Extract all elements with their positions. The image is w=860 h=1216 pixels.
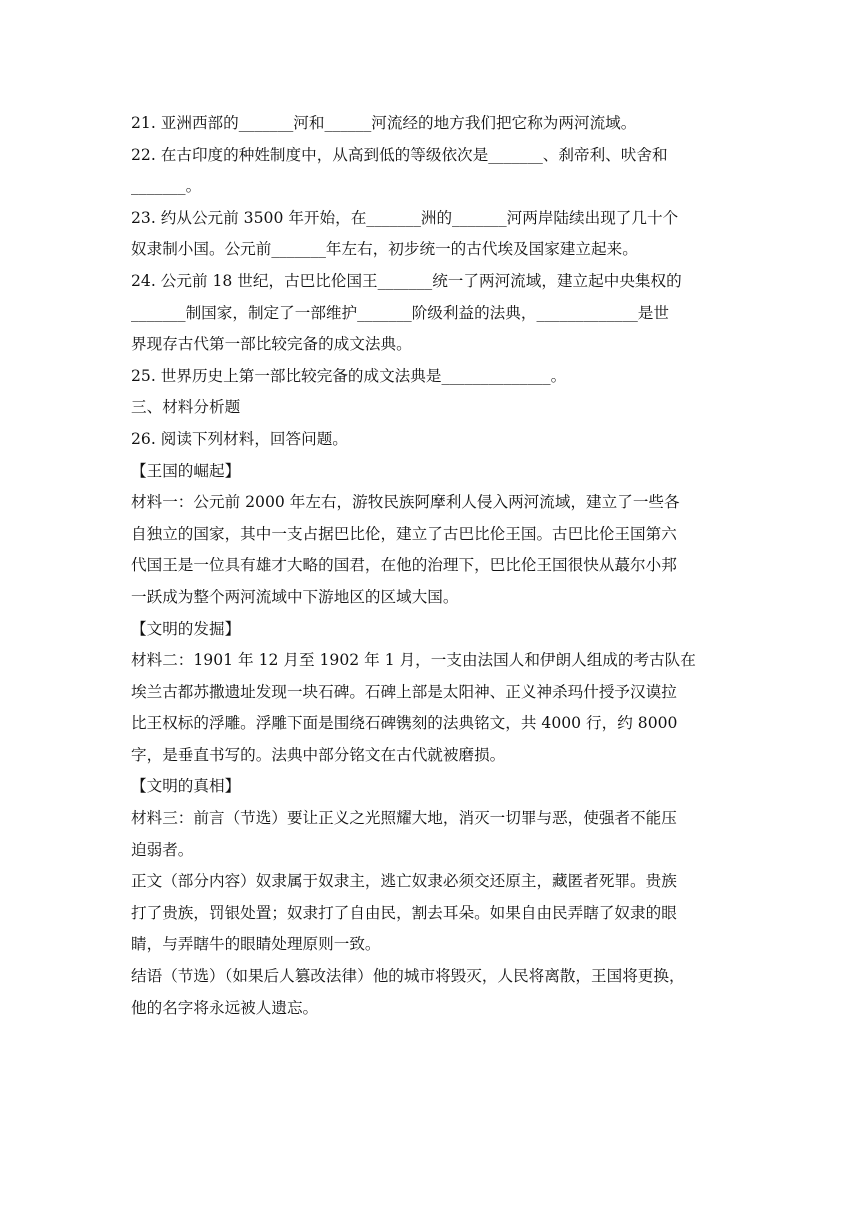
q21-line: 21. 亚洲西部的_______河和______河流经的地方我们把它称为两河流域。 — [131, 114, 637, 132]
q22-line-2: _______。 — [131, 177, 202, 196]
q24-line-2: _______制国家，制定了一部维护_______阶级利益的法典，_____________是世 — [131, 303, 669, 322]
material-three-preface-line-1: 材料三：前言（节选）要让正义之光照耀大地，消灭一切罪与恶，使强者不能压 — [131, 809, 677, 828]
q25-line: 25. 世界历史上第一部比较完备的成文法典是______________。 — [131, 366, 567, 385]
material-two-line-1: 材料二：1901 年 12 月至 1902 年 1 月，一支由法国人和伊朗人组成的考古队在 — [131, 651, 696, 670]
subheading-civilization-discovery: 【文明的发掘】 — [131, 619, 241, 638]
material-one-line-4: 一跃成为整个两河流域中下游地区的区域大国。 — [131, 587, 459, 606]
material-three-body-line-3: 睛，与弄瞎牛的眼睛处理原则一致。 — [131, 935, 381, 954]
material-three-body-line-1: 正文（部分内容）奴隶属于奴隶主，逃亡奴隶必须交还原主，藏匿者死罪。贵族 — [131, 872, 677, 891]
document-body — [131, 108, 731, 1024]
material-three-preface-line-2: 迫弱者。 — [131, 840, 194, 859]
subheading-civilization-truth: 【文明的真相】 — [131, 777, 241, 796]
subheading-kingdom-rise: 【王国的崛起】 — [131, 461, 241, 480]
material-two-line-4: 字，是垂直书写的。法典中部分铭文在古代就被磨损。 — [131, 745, 506, 764]
material-one-line-2: 自独立的国家，其中一支占据巴比伦，建立了古巴比伦王国。古巴比伦王国第六 — [131, 524, 677, 543]
q23-line-2: 奴隶制小国。公元前_______年左右，初步统一的古代埃及国家建立起来。 — [131, 240, 638, 259]
q24-line-3: 界现存古代第一部比较完备的成文法典。 — [131, 335, 412, 354]
q24-line-1: 24. 公元前 18 世纪，古巴比伦国王_______统一了两河流域，建立起中央集权的 — [131, 271, 682, 290]
material-three-conclusion-line-1: 结语（节选）（如果后人篡改法律）他的城市将毁灭，人民将离散，王国将更换， — [131, 967, 685, 986]
material-two-line-2: 埃兰古都苏撒遗址发现一块石碑。石碑上部是太阳神、正义神杀玛什授予汉谟拉 — [131, 682, 677, 701]
q23-line-1: 23. 约从公元前 3500 年开始，在_______洲的_______河两岸陆续出现了几十个 — [131, 208, 679, 227]
section-heading-material-analysis: 三、材料分析题 — [131, 398, 241, 417]
q26-prompt: 26. 阅读下列材料，回答问题。 — [131, 429, 348, 448]
q22-line-1: 22. 在古印度的种姓制度中，从高到低的等级依次是_______、刹帝利、吠舍和 — [131, 145, 668, 164]
material-one-line-3: 代国王是一位具有雄才大略的国君，在他的治理下，巴比伦王国很快从蕞尔小邦 — [131, 556, 677, 575]
material-one-line-1: 材料一：公元前 2000 年左右，游牧民族阿摩利人侵入两河流域，建立了一些各 — [131, 493, 680, 512]
material-two-line-3: 比王权标的浮雕。浮雕下面是围绕石碑镌刻的法典铭文，共 4000 行，约 8000 — [131, 714, 678, 733]
material-three-conclusion-line-2: 他的名字将永远被人遗忘。 — [131, 998, 319, 1017]
material-three-body-line-2: 打了贵族，罚银处置；奴隶打了自由民，割去耳朵。如果自由民弄瞎了奴隶的眼 — [131, 903, 677, 922]
